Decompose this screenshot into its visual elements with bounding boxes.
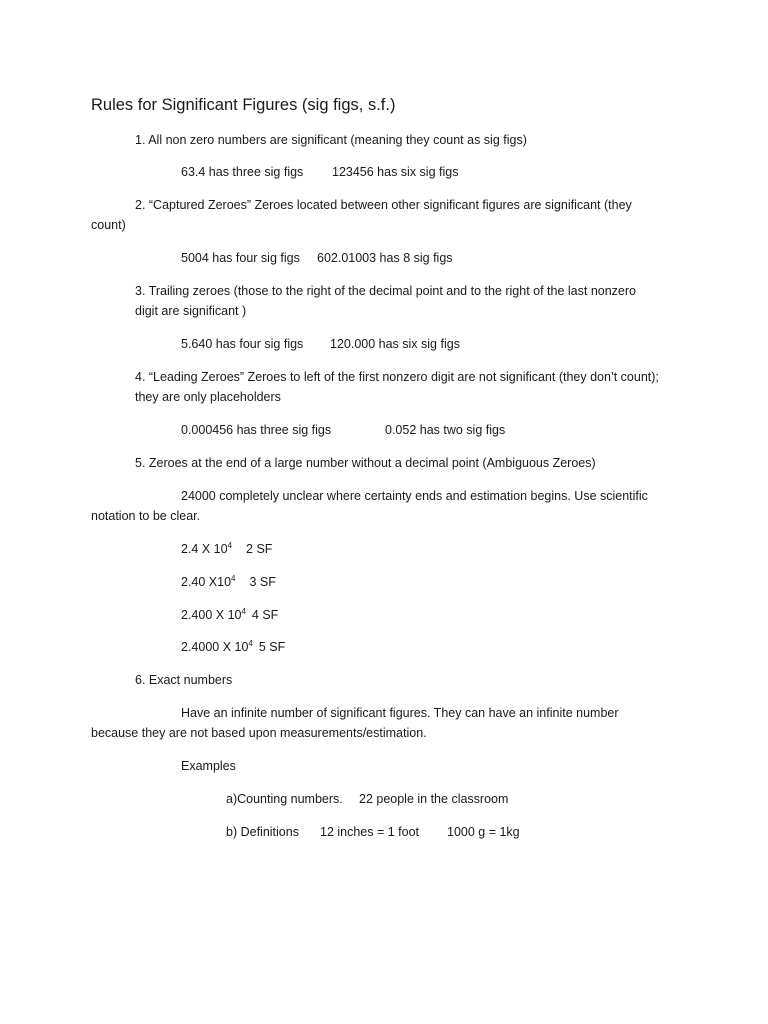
rule-2-example-1: 5004 has four sig figs bbox=[181, 251, 300, 265]
example-b-label: b) Definitions bbox=[226, 825, 299, 839]
sci-exponent: 4 bbox=[227, 540, 233, 550]
rule-1-example-1: 63.4 has three sig figs bbox=[181, 165, 304, 179]
rule-1-text: 1. All non zero numbers are significant (meaning they count as sig figs) bbox=[135, 133, 527, 147]
sci-exponent: 4 bbox=[231, 573, 236, 583]
page-title: Rules for Significant Figures (sig figs, s.f.) bbox=[91, 96, 396, 114]
sci-notation-row bbox=[181, 638, 285, 657]
rule-5-paragraph-line-1: 24000 completely unclear where certainty ends and estimation begins. Use scientific bbox=[181, 489, 648, 503]
rule-3-text-line-2: digit are significant ) bbox=[135, 304, 247, 318]
rule-5-text: 5. Zeroes at the end of a large number without a decimal point (Ambiguous Zeroes) bbox=[135, 456, 596, 470]
example-b-value-1: 12 inches = 1 foot bbox=[320, 825, 420, 839]
rule-4-example-2: 0.052 has two sig figs bbox=[385, 423, 506, 437]
rule-4-example-1: 0.000456 has three sig figs bbox=[181, 423, 332, 437]
rule-1-example-2: 123456 has six sig figs bbox=[332, 165, 459, 179]
example-a-label: a)Counting numbers. bbox=[226, 792, 343, 806]
sci-notation-row bbox=[181, 540, 272, 559]
rule-2-example-2: 602.01003 has 8 sig figs bbox=[317, 251, 453, 265]
sci-mantissa: 2.4000 X 10 bbox=[181, 640, 249, 654]
example-a-value: 22 people in the classroom bbox=[359, 792, 509, 806]
rule-6-paragraph-line-2: because they are not based upon measurements/estimation. bbox=[91, 726, 427, 740]
sci-sf-count: 4 SF bbox=[251, 608, 279, 622]
rule-2-text-line-2: count) bbox=[91, 218, 126, 232]
sci-notation-row bbox=[181, 606, 278, 625]
example-b-value-2: 1000 g = 1kg bbox=[447, 825, 520, 839]
sci-mantissa: 2.40 X10 bbox=[181, 575, 232, 589]
sci-exponent: 4 bbox=[248, 638, 253, 648]
examples-label: Examples bbox=[181, 759, 236, 773]
rule-6-paragraph-line-1: Have an infinite number of significant figures. They can have an infinite number bbox=[181, 706, 619, 720]
rule-3-example-2: 120.000 has six sig figs bbox=[330, 337, 460, 351]
sci-exponent: 4 bbox=[241, 606, 246, 616]
sci-notation-row bbox=[181, 573, 276, 592]
rule-5-paragraph-line-2: notation to be clear. bbox=[91, 509, 201, 523]
rule-6-text: 6. Exact numbers bbox=[135, 673, 233, 687]
rule-4-text-line-1: 4. “Leading Zeroes” Zeroes to left of the first nonzero digit are not significant (they don’t count); bbox=[135, 370, 659, 384]
rule-2-text-line-1: 2. “Captured Zeroes” Zeroes located between other significant figures are significant (they bbox=[135, 198, 632, 212]
sci-sf-count: 5 SF bbox=[258, 640, 286, 654]
sci-sf-count: 3 SF bbox=[249, 575, 276, 589]
rule-3-example-1: 5.640 has four sig figs bbox=[181, 337, 304, 351]
sci-mantissa: 2.4 X 10 bbox=[181, 542, 228, 556]
rule-4-text-line-2: they are only placeholders bbox=[135, 390, 281, 404]
sci-mantissa: 2.400 X 10 bbox=[181, 608, 242, 622]
sci-sf-count: 2 SF bbox=[246, 542, 273, 556]
rule-3-text-line-1: 3. Trailing zeroes (those to the right of the decimal point and to the right of the last nonzero bbox=[135, 284, 636, 298]
